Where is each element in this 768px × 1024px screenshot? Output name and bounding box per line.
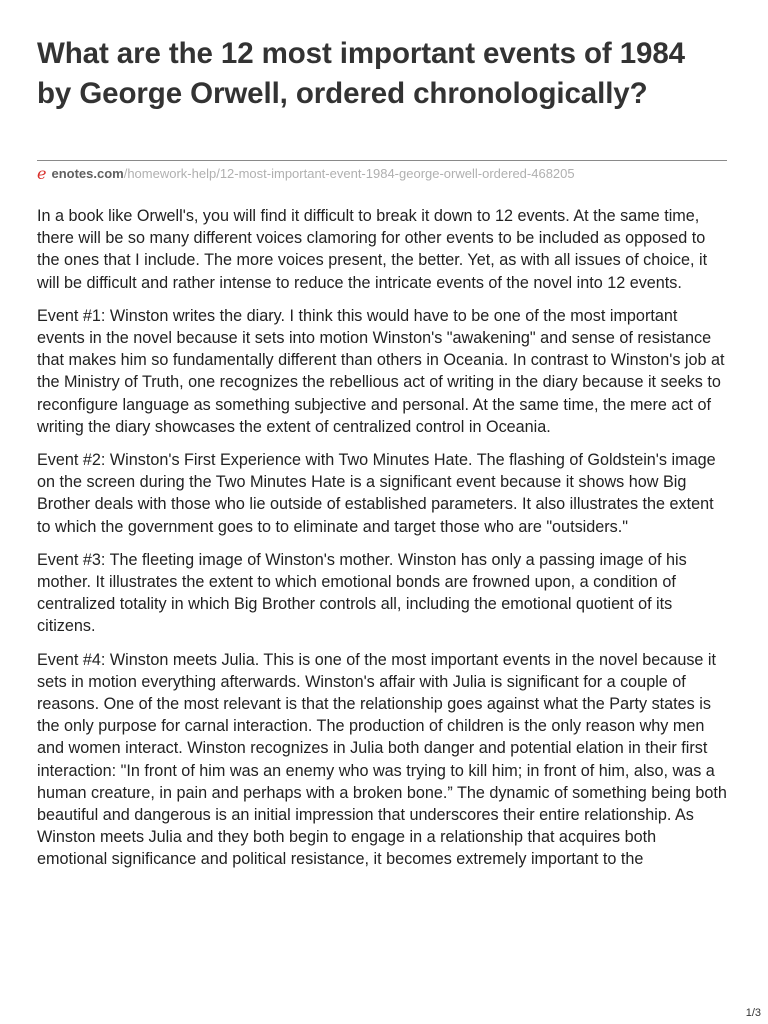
document-page [37, 0, 727, 1024]
intro-paragraph: In a book like Orwell's, you will find it difficult to break it down to 12 events. At the same time, there will be so many different voices clamoring for other events to be included as opposed to the ones that I include. The more voices present, the better. Yet, as with all issues of choice, it will be difficult and rather intense to reduce the intricate events of the novel into 12 events. [37, 207, 708, 292]
source-path[interactable]: /homework-help/12-most-important-event-1984-george-orwell-ordered-468205 [123, 166, 575, 181]
page-indicator: 1/3 [745, 1007, 761, 1019]
page-title: What are the 12 most important events of 1984 by George Orwell, ordered chronologically? [37, 37, 685, 110]
event-3-paragraph: Event #3: The fleeting image of Winston's mother. Winston has only a passing image of his mother. It illustrates the extent to which emotional bonds are frowned upon, a condition of centralized totality in which Big Brother controls all, including the emotional quotient of its citizens. [37, 550, 687, 636]
source-line [37, 166, 575, 182]
enotes-e-icon: e [37, 164, 47, 183]
event-1-paragraph: Event #1: Winston writes the diary. I think this would have to be one of the most important events in the novel because it sets into motion Winston's "awakening" and sense of resistance that makes him so fundamentally different than others in Oceania. In contrast to Winston's job at the Ministry of Truth, one recognizes the rebellious act of writing in the diary because it seeks to reconfigure language as something subjective and personal. At the same time, the mere act of writing the diary showcases the extent of centralized control in Oceania. [37, 306, 725, 436]
title-divider [37, 160, 727, 161]
event-2-paragraph: Event #2: Winston's First Experience with Two Minutes Hate. The flashing of Goldstein's image on the screen during the Two Minutes Hate is a significant event because it shows how Big Brother deals with those who lie outside of established parameters. It also illustrates the extent to which the government goes to to eliminate and target those who are "outsiders." [37, 451, 716, 536]
event-4-paragraph: Event #4: Winston meets Julia. This is one of the most important events in the novel because it sets in motion everything afterwards. Winston's affair with Julia is significant for a couple of reasons. One of the most relevant is that the relationship goes against what the Party states is the only purpose for carnal interaction. The production of children is the only reason why men and women interact. Winston recognizes in Julia both danger and potential elation in their first interaction: "In front of him was an enemy who was trying to kill him; in front of him, also, was a human creature, in pain and perhaps with a broken bone.” The dynamic of something being both beautiful and dangerous is an initial impression that underscores their entire relationship. As Winston meets Julia and they both begin to engage in a relationship that acquires both emotional significance and political resistance, it becomes extremely important to the [37, 650, 727, 869]
article-body [37, 205, 729, 882]
source-domain[interactable]: enotes.com [51, 166, 124, 181]
